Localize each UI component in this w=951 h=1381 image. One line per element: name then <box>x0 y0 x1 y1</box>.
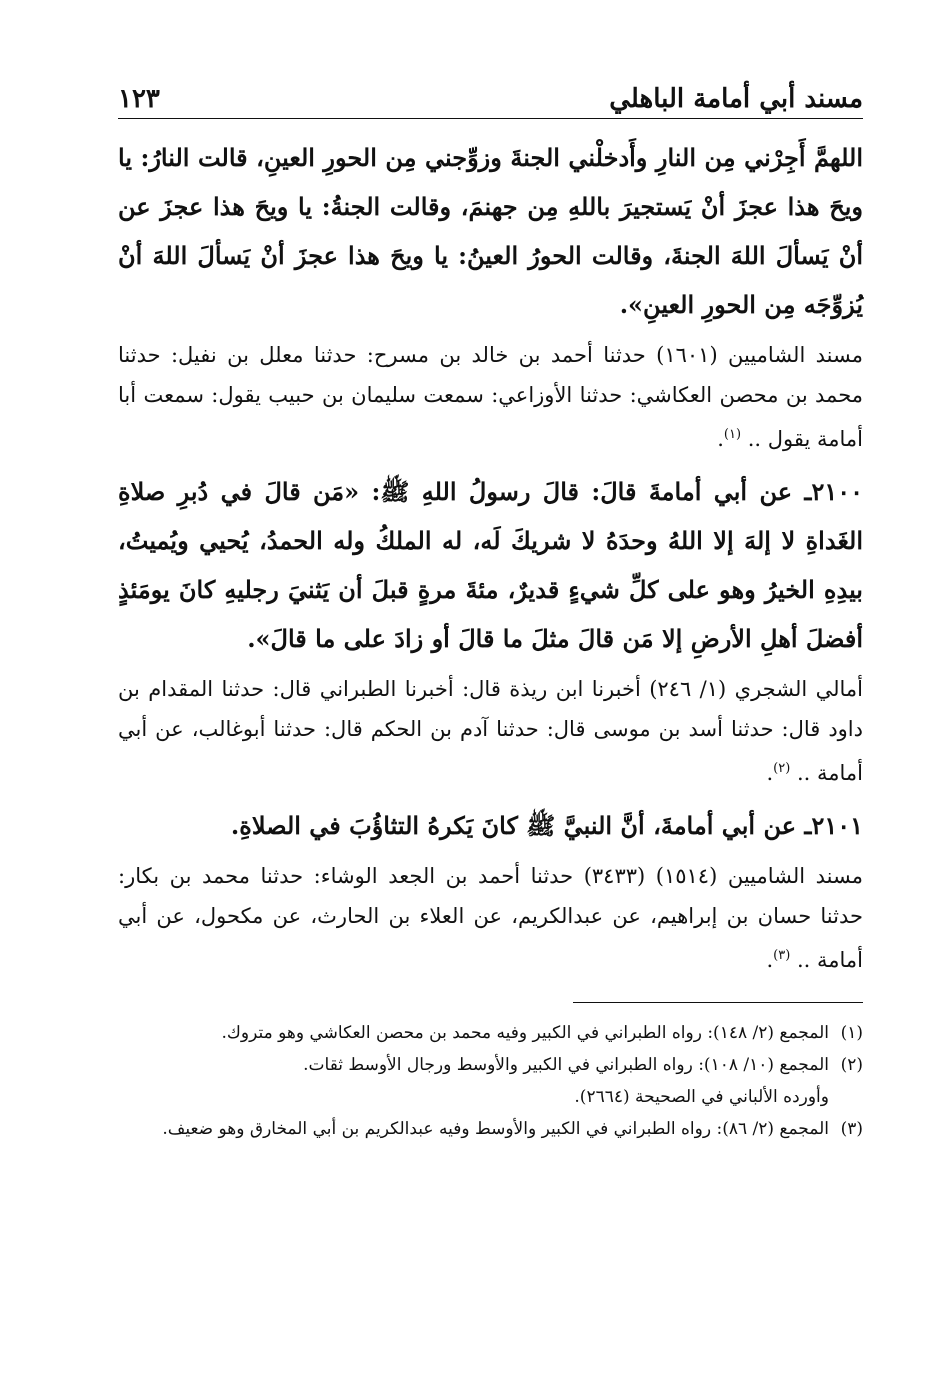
hadith-2100: ٢١٠٠ـ عن أبي أمامةَ قالَ: قالَ رسولُ اللهِ ﷺ: «مَن قالَ في دُبرِ صلاةِ الغَداةِ لا إلهَ إلا اللهُ وحدَهُ لا شريكَ لَه، له الملكُ وله الحمدُ، يُحيي ويُميتُ، بيدِهِ الخيرُ وهو على كلِّ شيءٍ قديرٌ، مئةَ مرةٍ قبلَ أن يَثنيَ رجليهِ كانَ يومَئذٍ أفضلَ أهلِ الأرضِ إلا مَن قالَ مثلَ ما قالَ أو زادَ على ما قالَ». <box>118 477 864 653</box>
footnote-text: المجمع (٢/ ١٤٨): رواه الطبراني في الكبير وفيه محمد بن محصن العكاشي وهو متروك. <box>221 1023 829 1043</box>
footnote-2-continuation: وأورده الألباني في الصحيحة (٢٦٦٤). <box>574 1087 829 1107</box>
footnote-2 <box>118 1049 863 1081</box>
running-title: مسند أبي أمامة الباهلي <box>609 84 863 114</box>
source-text: مسند الشاميين (١٥١٤) (٣٤٣٣) حدثنا أحمد بن الجعد الوشاء: حدثنا محمد بن بكار: حدثنا حسان بن إبراهيم، عن عبدالكريم، عن العلاء بن الحارث، عن مكحول، عن أبي أمامة .. <box>118 864 863 972</box>
footnote-ref-3: (٣) <box>773 948 791 963</box>
footnote-separator <box>573 1002 863 1003</box>
footnotes <box>118 1017 863 1145</box>
hadith-text-continued: اللهمَّ أَجِرْني مِن النارِ وأَدخلْني الجنةَ وزوِّجني مِن الحورِ العينِ، قالت النارُ: يا ويحَ هذا عجزَ أنْ يَستجيرَ باللهِ مِن جهنمَ، وقالت الجنةُ: يا ويحَ هذا عجزَ عن أنْ يَسألَ اللهَ الجنةَ، وقالت الحورُ العينُ: يا ويحَ هذا عجزَ أنْ يَسألَ اللهَ أنْ يُزوِّجَه مِن الحورِ العينِ». <box>118 143 863 319</box>
footnote-ref-2: (٢) <box>773 761 791 776</box>
source-text: أمالي الشجري (١/ ٢٤٦) أخبرنا ابن ريذة قال: أخبرنا الطبراني قال: حدثنا المقدام بن داود قال: حدثنا أسد بن موسى قال: حدثنا آدم بن الحكم قال: حدثنا أبوغالب، عن أبي أمامة .. <box>118 677 863 785</box>
book-page <box>118 70 863 1145</box>
page-header <box>118 70 863 119</box>
hadith-2101: ٢١٠١ـ عن أبي أمامةَ، أنَّ النبيَّ ﷺ كانَ يَكرهُ التثاؤُبَ في الصلاةِ. <box>230 811 863 840</box>
page-body <box>118 133 863 980</box>
footnote-text: المجمع (٢/ ٨٦): رواه الطبراني في الكبير والأوسط وفيه عبدالكريم بن أبي المخارق وهو ضعيف. <box>162 1119 829 1139</box>
footnote-number: (١) <box>840 1023 863 1043</box>
source-citation-3: مسند الشاميين (١٥١٤) (٣٤٣٣) حدثنا أحمد بن الجعد الوشاء: حدثنا محمد بن بكار: حدثنا حسان بن إبراهيم، عن عبدالكريم، عن العلاء بن الحارث، عن مكحول، عن أبي أمامة .. $^{(٣)}$. <box>118 864 863 972</box>
footnote-ref-1: (١) <box>723 427 742 442</box>
footnote-1 <box>118 1017 863 1049</box>
source-text: مسند الشاميين (١٦٠١) حدثنا أحمد بن خالد بن مسرح: حدثنا معلل بن نفيل: حدثنا محمد بن محصن العكاشي: حدثنا الأوزاعي: سمعت سليمان بن حبيب يقول: سمعت أبا أمامة يقول .. <box>118 343 863 451</box>
page-number: ١٢٣ <box>118 84 160 114</box>
source-citation-2: أمالي الشجري (١/ ٢٤٦) أخبرنا ابن ريذة قال: أخبرنا الطبراني قال: حدثنا المقدام بن داود قال: حدثنا أسد بن موسى قال: حدثنا آدم بن الحكم قال: حدثنا أبوغالب، عن أبي أمامة .. $^{(٢)}$. <box>118 677 863 785</box>
footnote-number: (٢) <box>840 1055 863 1075</box>
footnote-3 <box>118 1113 863 1145</box>
footnote-number: (٣) <box>840 1119 863 1139</box>
source-citation-1: مسند الشاميين (١٦٠١) حدثنا أحمد بن خالد بن مسرح: حدثنا معلل بن نفيل: حدثنا محمد بن محصن العكاشي: حدثنا الأوزاعي: سمعت سليمان بن حبيب يقول: سمعت أبا أمامة يقول .. $^{(١)}$. <box>118 343 863 451</box>
footnote-text: المجمع (١٠/ ١٠٨): رواه الطبراني في الكبير والأوسط ورجال الأوسط ثقات. <box>303 1055 829 1075</box>
